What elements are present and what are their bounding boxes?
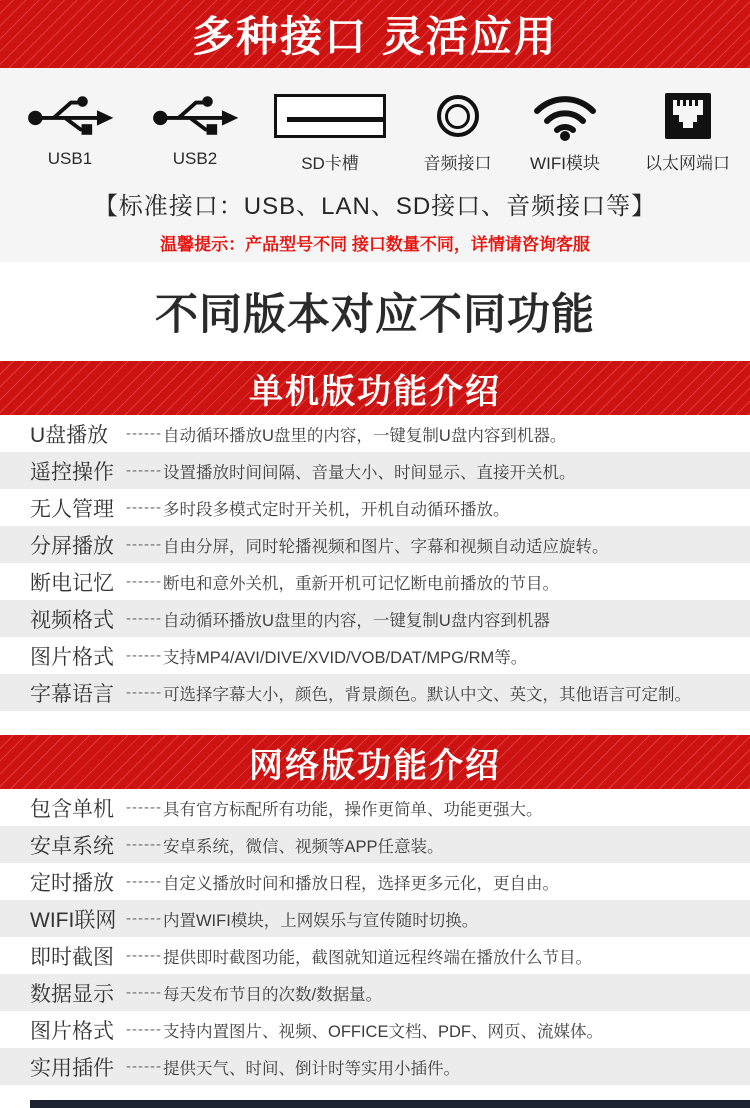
standalone-feature-list	[0, 415, 750, 711]
interface-label: 以太网端口	[645, 154, 730, 173]
feature-dash: ------	[126, 799, 162, 816]
feature-row	[0, 674, 750, 711]
feature-label: 即时截图	[30, 945, 114, 969]
interface-label: SD卡槽	[301, 154, 359, 173]
feature-row	[0, 974, 750, 1011]
standalone-section-banner	[0, 361, 750, 415]
feature-row	[0, 489, 750, 526]
feature-desc: 自定义播放时间和播放日程，选择更多元化，更自由。	[162, 874, 559, 893]
feature-dash: ------	[126, 536, 162, 553]
feature-label: 图片格式	[30, 1019, 114, 1043]
versions-title-band	[0, 262, 750, 361]
feature-label: 定时播放	[30, 871, 114, 895]
feature-label: WIFI联网	[30, 908, 117, 932]
versions-title: 不同版本对应不同功能	[155, 291, 595, 339]
feature-desc: 多时段多模式定时开关机，开机自动循环播放。	[162, 500, 510, 519]
feature-dash: ------	[126, 573, 162, 590]
feature-dash: ------	[126, 610, 162, 627]
interface-label: WIFI模块	[530, 154, 600, 173]
interface-label: USB2	[172, 149, 218, 168]
feature-desc: 内置WIFI模块，上网娱乐与宣传随时切换。	[162, 911, 479, 930]
sd-slot-icon	[274, 90, 386, 142]
feature-desc: 自由分屏，同时轮播视频和图片、字幕和视频自动适应旋转。	[162, 537, 609, 556]
footer-gap	[0, 1085, 750, 1100]
feature-label: 数据显示	[30, 982, 114, 1006]
feature-label: 遥控操作	[30, 460, 114, 484]
wifi-icon	[532, 90, 598, 142]
section-gap	[0, 711, 750, 735]
feature-desc: 具有官方标配所有功能，操作更简单、功能更强大。	[162, 800, 543, 819]
feature-desc: 提供即时截图功能，截图就知道远程终端在播放什么节目。	[162, 948, 592, 967]
usb-icon	[25, 90, 115, 142]
feature-desc: 可选择字幕大小，颜色，背景颜色。默认中文、英文，其他语言可定制。	[162, 685, 691, 704]
next-section-edge-bar	[30, 1100, 750, 1108]
feature-row	[0, 563, 750, 600]
feature-desc: 每天发布节目的次数/数据量。	[162, 985, 383, 1004]
feature-label: U盘播放	[30, 423, 109, 447]
feature-dash: ------	[126, 684, 162, 701]
feature-label: 断电记忆	[30, 571, 114, 595]
feature-row	[0, 1011, 750, 1048]
interface-item-usb2	[140, 90, 250, 174]
feature-dash: ------	[126, 947, 162, 964]
feature-row	[0, 452, 750, 489]
interface-label: USB1	[47, 149, 93, 168]
feature-label: 实用插件	[30, 1056, 114, 1080]
feature-desc: 设置播放时间间隔、音量大小、时间显示、直接开关机。	[162, 463, 576, 482]
feature-dash: ------	[126, 910, 162, 927]
feature-row	[0, 789, 750, 826]
feature-dash: ------	[126, 1058, 162, 1075]
network-section-banner	[0, 735, 750, 789]
network-feature-list	[0, 789, 750, 1085]
feature-desc: 提供天气、时间、倒计时等实用小插件。	[162, 1059, 460, 1078]
feature-label: 安卓系统	[30, 834, 114, 858]
feature-label: 字幕语言	[30, 682, 114, 706]
network-section-title: 网络版功能介绍	[249, 746, 501, 785]
feature-label: 视频格式	[30, 608, 114, 632]
top-banner-title: 多种接口 灵活应用	[192, 13, 558, 60]
feature-dash: ------	[126, 425, 162, 442]
feature-row	[0, 415, 750, 452]
interface-label: 音频接口	[423, 154, 492, 173]
interface-item-wifi	[505, 90, 625, 174]
feature-dash: ------	[126, 836, 162, 853]
feature-desc: 自动循环播放U盘里的内容，一键复制U盘内容到机器	[162, 611, 550, 630]
feature-dash: ------	[126, 499, 162, 516]
feature-dash: ------	[126, 873, 162, 890]
feature-label: 无人管理	[30, 497, 114, 521]
feature-label: 分屏播放	[30, 534, 114, 558]
interfaces-panel	[0, 68, 750, 262]
feature-row	[0, 526, 750, 563]
standard-interfaces-note: 【标准接口：USB、LAN、SD接口、音频接口等】	[93, 193, 657, 220]
feature-row	[0, 937, 750, 974]
interface-item-sd	[250, 90, 410, 174]
feature-row	[0, 900, 750, 937]
interface-icons-row	[0, 90, 750, 174]
feature-label: 包含单机	[30, 797, 114, 821]
ethernet-port-icon	[665, 90, 711, 142]
interface-item-ethernet	[625, 90, 750, 174]
feature-desc: 断电和意外关机，重新开机可记忆断电前播放的节目。	[162, 574, 559, 593]
feature-label: 图片格式	[30, 645, 114, 669]
interface-item-audio	[410, 90, 505, 174]
interface-item-usb1	[0, 90, 140, 174]
standalone-section-title: 单机版功能介绍	[249, 372, 501, 411]
top-banner	[0, 0, 750, 68]
feature-desc: 安卓系统，微信、视频等APP任意装。	[162, 837, 444, 856]
feature-dash: ------	[126, 462, 162, 479]
feature-dash: ------	[126, 1021, 162, 1038]
feature-row	[0, 863, 750, 900]
feature-desc: 支持内置图片、视频、OFFICE文档、PDF、网页、流媒体。	[162, 1022, 603, 1041]
feature-row	[0, 600, 750, 637]
feature-dash: ------	[126, 647, 162, 664]
feature-row	[0, 637, 750, 674]
usb-icon	[150, 90, 240, 142]
warm-tip-text: 温馨提示：产品型号不同 接口数量不同，详情请咨询客服	[160, 235, 590, 254]
audio-jack-icon	[437, 90, 479, 142]
feature-dash: ------	[126, 984, 162, 1001]
feature-row	[0, 1048, 750, 1085]
feature-row	[0, 826, 750, 863]
feature-desc: 支持MP4/AVI/DIVE/XVID/VOB/DAT/MPG/RM等。	[162, 648, 528, 667]
feature-desc: 自动循环播放U盘里的内容，一键复制U盘内容到机器。	[162, 426, 567, 445]
